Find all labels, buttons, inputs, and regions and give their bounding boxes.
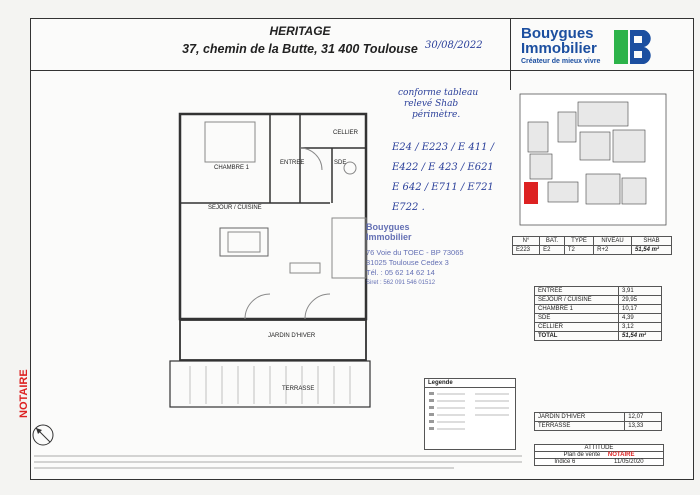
room-name: SDE [535, 314, 619, 323]
fine-print [34, 452, 524, 474]
label-terrasse: TERRASSE [282, 386, 315, 392]
table-row [535, 296, 662, 305]
revision-date: 11/05/2020 [614, 459, 644, 465]
stamp-line-3: 76 Voie du TOEC - BP 73065 [366, 248, 464, 257]
title-block [534, 444, 664, 466]
col-header: BAT. [540, 237, 565, 246]
logo-line2: Immobilier [521, 40, 597, 57]
lot-line-2: E422 / E 423 / E621 [392, 162, 494, 173]
revision-line [535, 459, 663, 465]
project-title: HERITAGE [269, 24, 331, 38]
bouygues-logo [521, 26, 600, 65]
logo-line1: Bouygues [521, 25, 594, 42]
revision-index: Indice 6 [554, 459, 576, 465]
handwritten-note [398, 88, 478, 121]
table-row [535, 422, 662, 431]
col-header: NIVEAU [594, 237, 632, 246]
table-cell: 51,54 m² [631, 246, 671, 255]
col-header: TYPE [564, 237, 593, 246]
floor-plan [150, 108, 390, 408]
stamp-line-1: Bouygues [366, 222, 410, 232]
room-area: 10,17 [619, 305, 662, 314]
notaire-tag: NOTAIRE [607, 452, 635, 458]
annex-table [534, 412, 662, 431]
label-entree: ENTREE [280, 160, 305, 166]
table-cell: E223 [513, 246, 540, 255]
room-name: SEJOUR / CUISINE [535, 296, 619, 305]
room-area: 29,95 [619, 296, 662, 305]
project-address: 37, chemin de la Butte, 31 400 Toulouse [182, 42, 418, 56]
col-header: SHAB [631, 237, 671, 246]
label-chambre: CHAMBRE 1 [214, 165, 250, 171]
label-sde: SDE [334, 160, 347, 166]
room-area: 4,39 [619, 314, 662, 323]
doc-type: Plan de vente [563, 452, 601, 458]
label-jardin: JARDIN D'HIVER [268, 333, 316, 339]
stamp-line-2: Immobilier [366, 232, 412, 242]
doc-line [535, 452, 663, 459]
annex-name: JARDIN D'HIVER [535, 413, 625, 422]
room-name: CELLIER [535, 323, 619, 332]
table-row [535, 323, 662, 332]
handwritten-lots [392, 138, 494, 218]
room-area: 3,91 [619, 287, 662, 296]
lot-line-1: E24 / E223 / E 411 / [392, 142, 494, 153]
logo-divider [510, 18, 511, 90]
unit-table [512, 236, 672, 255]
note-line-3: périmètre. [412, 110, 461, 120]
table-cell: T2 [564, 246, 593, 255]
north-arrow-icon [30, 422, 56, 448]
total-label: TOTAL [535, 332, 619, 341]
legend-box [424, 378, 516, 450]
project-name: ATTITUDE [535, 445, 663, 452]
annex-area: 13,33 [625, 422, 662, 431]
total-area: 51,54 m² [619, 332, 662, 341]
table-row [535, 287, 662, 296]
total-row [535, 332, 662, 341]
key-plan [518, 92, 668, 227]
room-name: ENTREE [535, 287, 619, 296]
stamp-line-4: 31025 Toulouse Cedex 3 [366, 258, 449, 267]
label-cellier: CELLIER [333, 130, 359, 136]
rooms-table [534, 286, 662, 341]
room-area: 3,12 [619, 323, 662, 332]
col-header: N° [513, 237, 540, 246]
header-divider [30, 70, 694, 71]
stamp-line-6: Siret : 562 091 546 01512 [366, 280, 436, 286]
stamp-line-5: Tél. : 05 62 14 62 14 [366, 268, 435, 277]
note-line-1: conforme tableau [398, 88, 479, 98]
table-cell: E2 [540, 246, 565, 255]
logo-mark-icon [612, 26, 656, 70]
label-sejour: SEJOUR / CUISINE [208, 205, 262, 211]
lot-line-3: E 642 / E711 / E721 [392, 182, 494, 193]
table-row [535, 314, 662, 323]
table-cell: R+2 [594, 246, 632, 255]
handwritten-date: 30/08/2022 [425, 40, 483, 51]
annex-area: 12,07 [625, 413, 662, 422]
annex-name: TERRASSE [535, 422, 625, 431]
note-line-2: relevé Shab [404, 99, 459, 109]
company-stamp [366, 222, 512, 288]
room-name: CHAMBRE 1 [535, 305, 619, 314]
logo-tagline: Créateur de mieux vivre [521, 58, 601, 65]
lot-line-4: E722 . [392, 202, 425, 213]
table-row [535, 413, 662, 422]
legend-symbols [425, 388, 513, 446]
notaire-side-label: NOTAIRE [18, 369, 30, 418]
legend-title: Legende [425, 379, 515, 388]
table-row [535, 305, 662, 314]
